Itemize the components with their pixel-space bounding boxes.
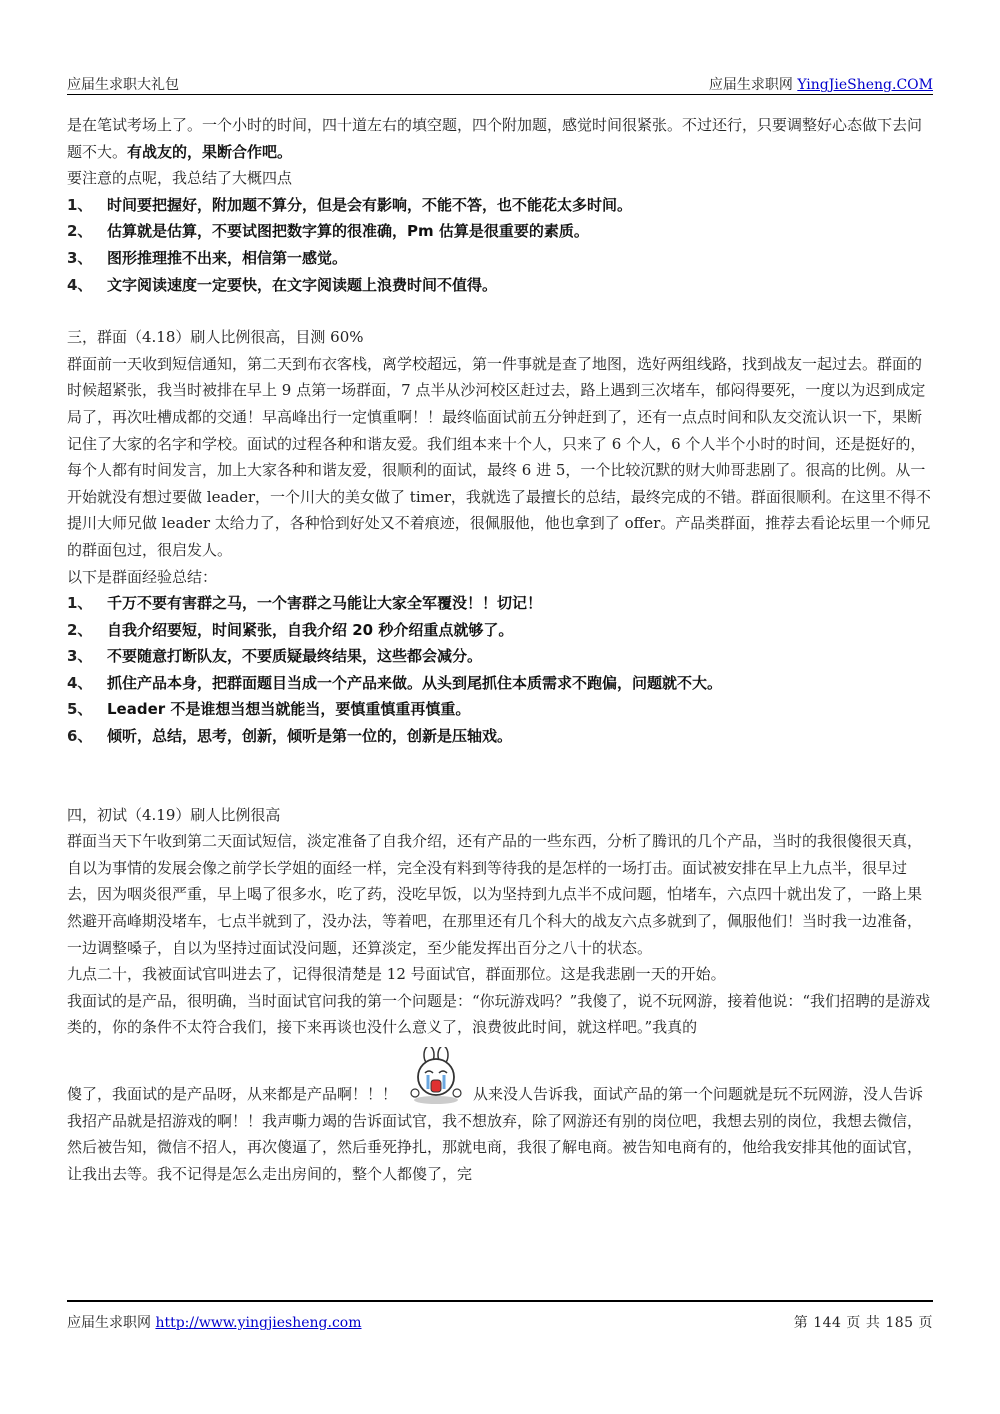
header-title: 应届生求职大礼包 bbox=[67, 77, 179, 93]
list-number: 3、 bbox=[67, 248, 93, 267]
list-item bbox=[67, 272, 933, 299]
list-text: Leader 不是谁想当想当就能当，要慎重慎重再慎重。 bbox=[107, 700, 471, 719]
list-item bbox=[67, 218, 933, 245]
list-number: 1、 bbox=[67, 594, 93, 613]
list-text: 自我介绍要短，时间紧张，自我介绍 20 秒介绍重点就够了。 bbox=[107, 620, 514, 639]
section-title: 三，群面（4.18）刷人比例很高，目测 60% bbox=[67, 328, 364, 347]
footer-divider bbox=[67, 1300, 933, 1302]
page-header bbox=[67, 72, 933, 95]
list-number: 2、 bbox=[67, 222, 93, 241]
page-footer bbox=[67, 1312, 933, 1332]
paragraph bbox=[67, 1047, 933, 1187]
paragraph bbox=[67, 112, 933, 165]
paragraph: 要注意的点呢，我总结了大概四点 bbox=[67, 169, 293, 188]
list-text: 倾听，总结，思考，创新，倾听是第一位的，创新是压轴戏。 bbox=[107, 727, 513, 746]
list-number: 2、 bbox=[67, 620, 93, 639]
list-item bbox=[67, 670, 933, 697]
footer-site-prefix: 应届生求职网 bbox=[67, 1315, 156, 1331]
list-item bbox=[67, 723, 933, 750]
paragraph: 九点二十，我被面试官叫进去了，记得很清楚是 12 号面试官，群面那位。这是我悲剧一天的开始。 bbox=[67, 965, 726, 984]
header-site-prefix: 应届生求职网 bbox=[708, 77, 798, 93]
list-number: 5、 bbox=[67, 700, 93, 719]
list-number: 6、 bbox=[67, 727, 93, 746]
paragraph: 以下是群面经验总结： bbox=[67, 567, 218, 586]
list-number: 1、 bbox=[67, 195, 93, 214]
list-text: 文字阅读速度一定要快，在文字阅读题上浪费时间不值得。 bbox=[107, 275, 498, 294]
list-item bbox=[67, 617, 933, 644]
list-text: 千万不要有害群之马，一个害群之马能让大家全军覆没！！切记！ bbox=[107, 594, 543, 613]
paragraph-text: 傻了，我面试的是产品呀，从来都是产品啊！！！ bbox=[67, 1085, 398, 1103]
footer-site-link[interactable]: http://www.yingjiesheng.com bbox=[155, 1315, 362, 1331]
paragraph-text: 从来没人告诉我，面试产品的第一个问题就是玩不玩网游，没人告诉我招产品就是招游戏的啊！！我声嘶力竭的告诉面试官，我不想放弃，除了网游还有别的岗位吧，我想去别的岗位，我想去微信，然后被告知，微信不招人，再次傻逼了，然后垂死挣扎，那就电商，我很了解电商。被告知电商有的，他给我安排其他的面试官，让我出去等。我不记得是怎么走出房间的，整个人都傻了，完 bbox=[67, 1085, 924, 1183]
paragraph-text: 是在笔试考场上了。一个小时的时间，四十道左右的填空题，四个附加题，感觉时间很紧张。不过还行，只要调整好心态做下去问题不大。 bbox=[67, 116, 923, 161]
header-site bbox=[709, 74, 933, 94]
list-text: 估算就是估算，不要试图把数字算的很准确，Pm 估算是很重要的素质。 bbox=[107, 222, 589, 241]
paragraph: 群面当天下午收到第二天面试短信，淡定准备了自我介绍，还有产品的一些东西，分析了腾讯的几个产品，当时的我很傻很天真，自以为事情的发展会像之前学长学姐的面经一样，完全没有料到等待我的是怎样的一场打击。面试被安排在早上九点半，很早过去，因为咽炎很严重，早上喝了很多水，吃了药，没吃早饭，以为坚持到九点半不成问题，怕堵车，六点四十就出发了，一路上果然避开高峰期没堵车，七点半就到了，没办法，等着吧，在那里还有几个科大的战友六点多就到了，佩服他们！当时我一边准备，一边调整嗓子，自以为坚持过面试没问题，还算淡定，至少能发挥出百分之八十的状态。 bbox=[67, 832, 923, 957]
list-item bbox=[67, 643, 933, 670]
header-site-link[interactable]: YingJieSheng.COM bbox=[797, 77, 933, 93]
list-text: 抓住产品本身，把群面题目当成一个产品来做。从头到尾抓住本质需求不跑偏，问题就不大。 bbox=[107, 673, 723, 692]
paragraph: 我面试的是产品，很明确，当时面试官问我的第一个问题是：“你玩游戏吗？”我傻了，说不玩网游，接着他说：“我们招聘的是游戏类的，你的条件不太符合我们，接下来再谈也没什么意义了，浪费彼此时间，就这样吧。”我真的 bbox=[67, 991, 931, 1037]
list-item bbox=[67, 590, 933, 617]
paragraph-bold-text: 有战友的，果断合作吧。 bbox=[127, 142, 293, 161]
list-number: 3、 bbox=[67, 647, 93, 666]
list-text: 时间要把握好，附加题不算分，但是会有影响，不能不答，也不能花太多时间。 bbox=[107, 195, 633, 214]
list-text: 不要随意打断队友，不要质疑最终结果，这些都会减分。 bbox=[107, 647, 483, 666]
footer-site bbox=[67, 1312, 362, 1332]
section-title: 四，初试（4.19）刷人比例很高 bbox=[67, 805, 281, 824]
paragraph: 群面前一天收到短信通知，第二天到布衣客栈，离学校超远，第一件事就是查了地图，选好两组线路，找到战友一起过去。群面的时候超紧张，我当时被排在早上 9 点第一场群面，7 点半从沙河校区赶过去，路上遇到三次堵车，郁闷得要死，一度以为迟到成定局了，再次吐槽成都的交通！早高峰出行一定慎重啊！！最终临面试前五分钟赶到了，还有一点点时间和队友交流认识一下，果断记住了大家的名字和学校。面试的过程各种和谐友爱。我们组本来十个人，只来了 6 个人，6 个人半个小时的时间，还是挺好的，每个人都有时间发言，加上大家各种和谐友爱，很顺利的面试，最终 6 进 5，一个比较沉默的财大帅哥悲剧了。很高的比例。从一开始就没有想过要做 leader，一个川大的美女做了 timer，我就选了最擅长的总结，最终完成的不错。群面很顺利。在这里不得不提川大师兄做 leader 太给力了，各种恰到好处又不着痕迹，很佩服他，他也拿到了 offer。产品类群面，推荐去看论坛里一个师兄的群面包过，很启发人。 bbox=[67, 354, 931, 559]
list-item bbox=[67, 696, 933, 723]
list-item bbox=[67, 192, 933, 219]
crying-rabbit-emoticon-icon bbox=[405, 1047, 467, 1105]
list-text: 图形推理推不出来，相信第一感觉。 bbox=[107, 248, 348, 267]
list-item bbox=[67, 245, 933, 272]
list-number: 4、 bbox=[67, 673, 93, 692]
page-number: 第 144 页 共 185 页 bbox=[793, 1315, 933, 1331]
list-number: 4、 bbox=[67, 275, 93, 294]
page-content bbox=[67, 112, 933, 1187]
